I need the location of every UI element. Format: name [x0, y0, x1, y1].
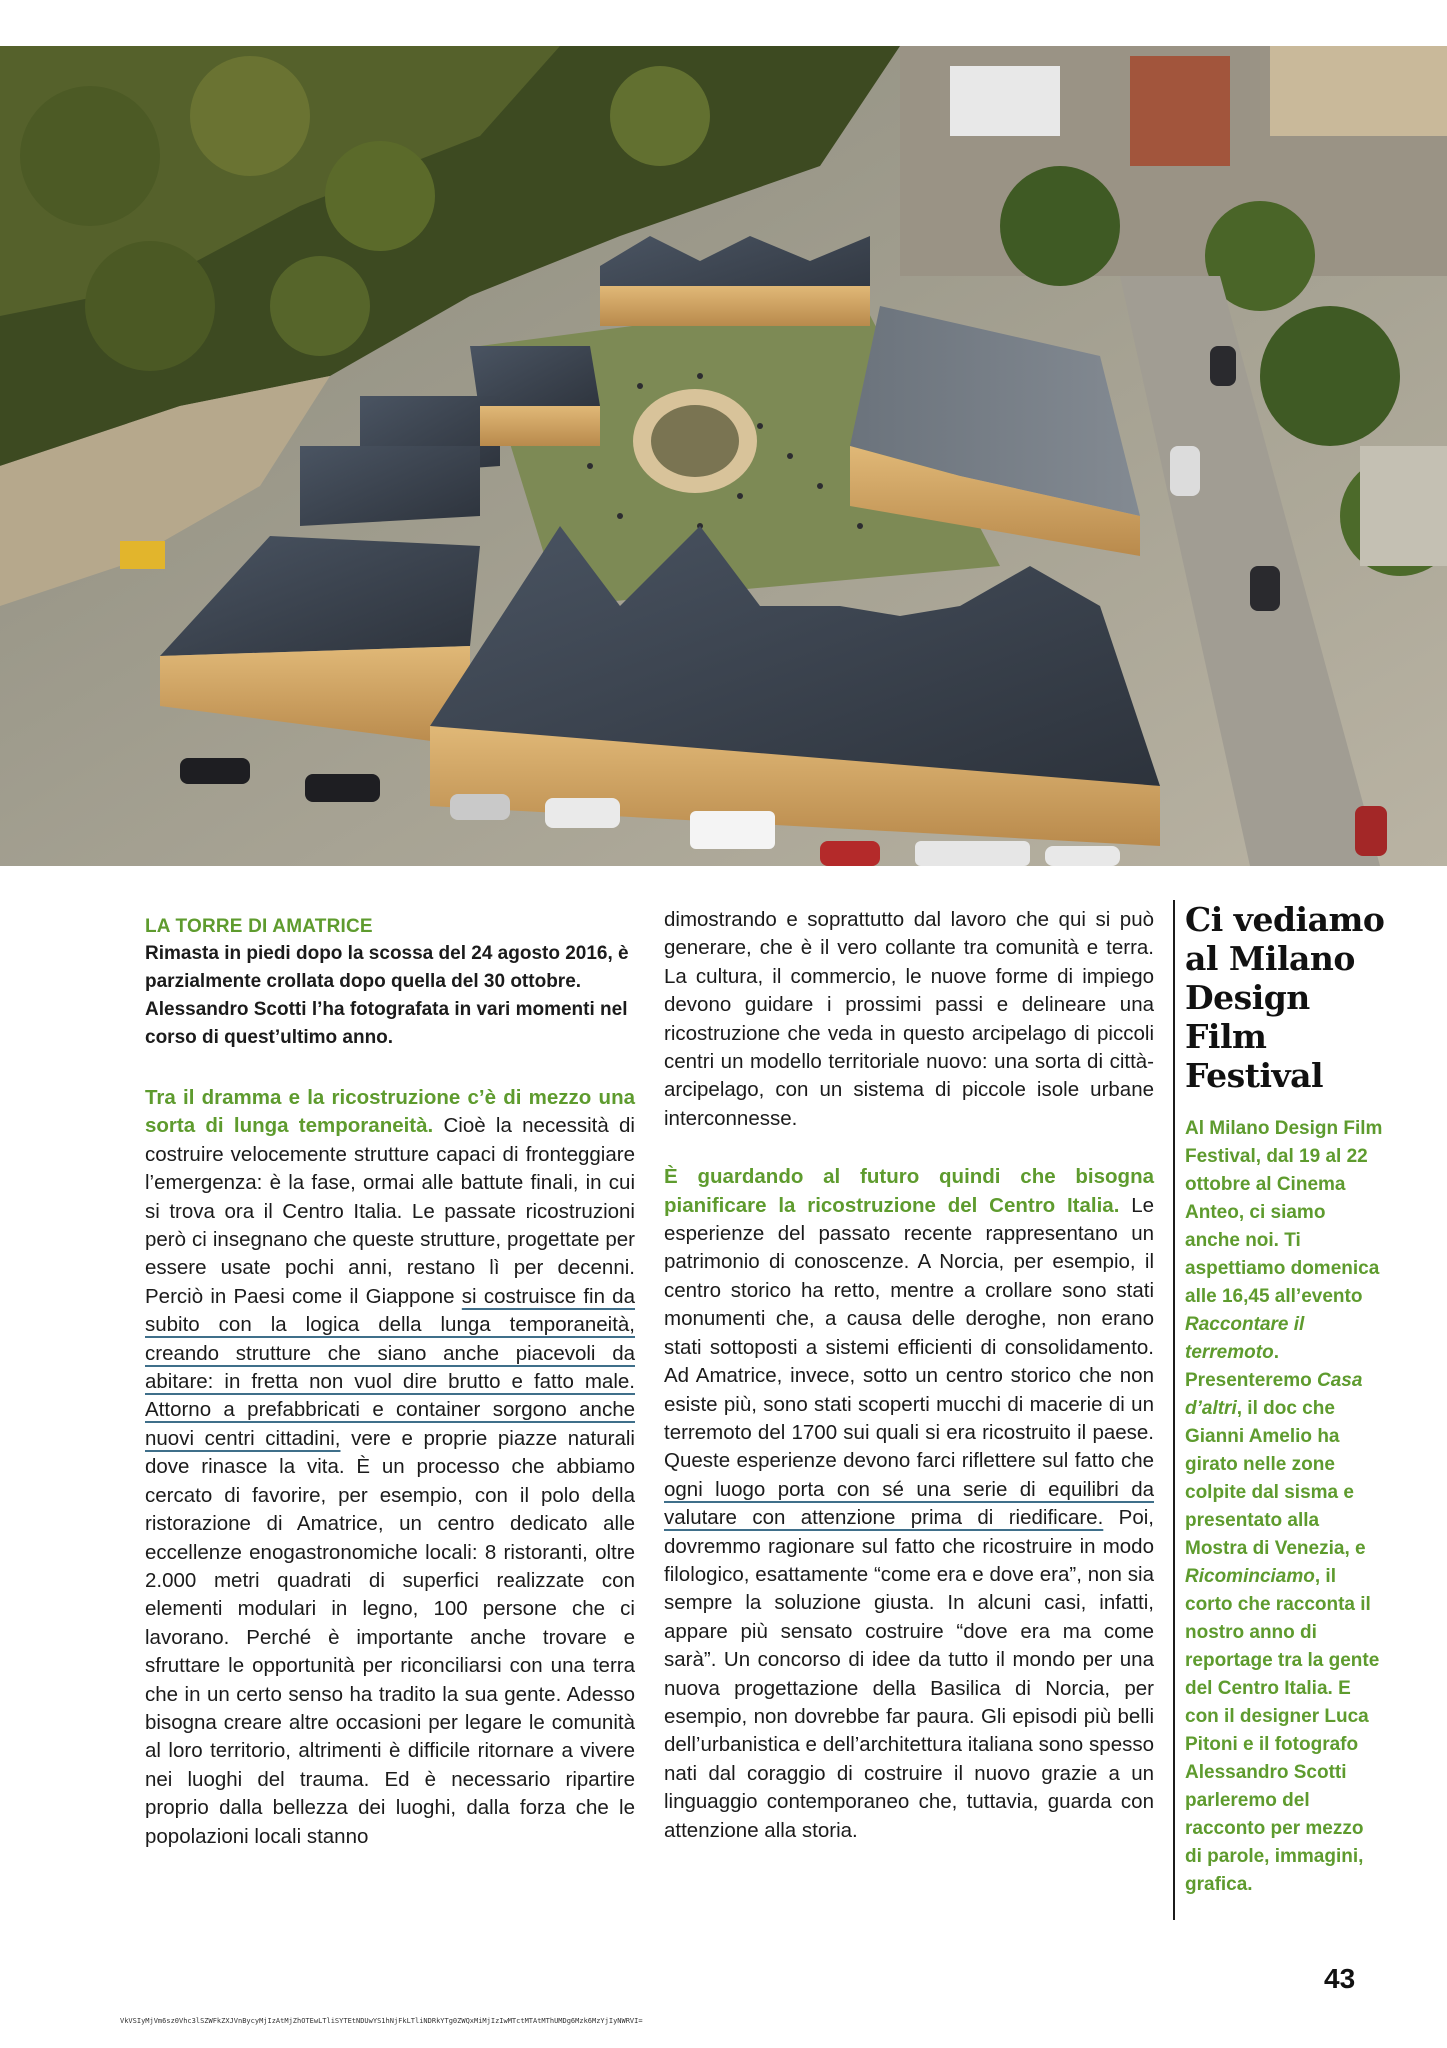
article-paragraph-1 [145, 1084, 635, 1851]
sidebar-text-part: Al Milano Design Film Festival, dal 19 al 22 ottobre al Cinema Anteo, ci siamo anche noi. Ti aspettiamo domenica alle 16,45 all’evento [1185, 1118, 1383, 1307]
documentary-title: Casa d’altri [1185, 1370, 1363, 1419]
sidebar-title: Ci vediamo al Milano Design Film Festival [1185, 900, 1385, 1095]
article-lead-1: Tra il dramma e la ricostruzione c’è di mezzo una sorta di lunga temporaneità. [145, 1086, 635, 1138]
aerial-photo [0, 46, 1447, 866]
tracking-code: VkVSIyMjVm6sz0Vhc3lSZWFkZXJVnBycyMjIzAtMjZhOTEwLTliSYTEtNDUwYS1hNjFkLTliNDRkYTg0ZWQxMiMjIzIwMTctMTAtMThUMDg6Mzk6MzYjIyNWRVI= [120, 2017, 643, 2025]
caption-title: LA TORRE DI AMATRICE [145, 916, 373, 937]
sidebar-text-part: , il corto che racconta il nostro anno di reportage tra la gente del Centro Italia. E con il designer Luca Pitoni e il fotografo Alessandro Scotti parleremo del racconto per mezzo di parole, immagini, grafica. [1185, 1566, 1380, 1895]
short-film-title: Ricominciamo [1185, 1566, 1315, 1587]
sidebar-text [1185, 1115, 1385, 1899]
article-paragraph-3 [664, 1163, 1154, 1845]
page-number: 43 [1324, 1963, 1356, 1994]
highlight-quote: si costruisce fin da subito con la logica della lunga temporaneità, creando strutture che siano anche piacevoli da abitare: in fretta non vuol dire brutto e fatto male. Attorno a prefabbricati e container sorgono anche nuovi centri cittadini, [145, 1284, 635, 1450]
article-text: vere e proprie piazze naturali dove rinasce la vita. È un processo che abbiamo cercato di favorire, per esempio, con il polo della ristorazione di Amatrice, un centro dedicato alle eccellenze enogastronomiche locali: 8 ristoranti, oltre 2.000 metri quadrati di superfici realizzate con elementi modulari in legno, 100 persone che ci lavorano. Perché è importante anche trovare e sfruttare le opportunità per riconciliarsi con una terra che in un certo senso ha tradito la sua gente. Adesso bisogna creare altre occasioni per legare le comunità al loro territorio, altrimenti è difficile ritornare a vivere nei luoghi del trauma. Ed è necessario ripartire proprio dalla bellezza dei luoghi, dalla forza che le popolazioni locali stanno [145, 1426, 635, 1848]
sidebar-text-part: . Presenteremo [1185, 1342, 1318, 1391]
article-lead-2: È guardando al futuro quindi che bisogna pianificare la ricostruzione del Centro Italia. [664, 1165, 1154, 1217]
aerial-photo-icon [0, 46, 1447, 866]
article-text: Cioè la necessità di costruire velocemente strutture capaci di fronteggiare l’emergenza: è la fase, ormai alle battute finali, in cui si trova ora il Centro Italia. Le passate ricostruzioni però ci insegnano che queste strutture, progettate per essere usate pochi anni, restano lì per decenni. Perciò in Paesi come il Giappone [145, 1114, 635, 1308]
sidebar-text-part: , il doc che Gianni Amelio ha girato nelle zone colpite dal sisma e presentato alla Mostra di Venezia, e [1185, 1398, 1366, 1559]
article-text: Poi, dovremmo ragionare sul fatto che ricostruire in modo filologico, esattamente “come era e dove era”, non sia sempre la soluzione giusta. In alcuni casi, infatti, appare più sensato costruire “dove era ma come sarà”. Un concorso di idee da tutto il mondo per una nuova progettazione della Basilica di Norcia, per esempio, non dovrebbe far paura. Gli episodi più belli dell’urbanistica e dell’architettura italiana sono spesso nati dal coraggio di costruire il nuovo grazie a un linguaggio contemporaneo che, tuttavia, guarda con attenzione alla storia. [664, 1506, 1154, 1842]
article-paragraph-2: dimostrando e soprattutto dal lavoro che qui si può generare, che è il vero collante tra comunità e terra. La cultura, il commercio, le nuove forme di impiego devono guidare i prossimi passi e delineare una ricostruzione che veda in questo arcipelago di piccoli centri un modello territoriale nuovo: una sorta di città-arcipelago, con un sistema di piccole isole urbane interconnesse. [664, 908, 1154, 1130]
column-middle [664, 906, 1154, 1845]
event-title: Raccontare il terremoto [1185, 1314, 1305, 1363]
article-text: Le esperienze del passato recente rappresentano un patrimonio di conoscenze. A Norcia, per esempio, il centro storico ha retto, mentre a crollare sono stati monumenti che, a causa delle deroghe, non erano stati sottoposti a sistemi efficienti di consolidamento. Ad Amatrice, invece, sotto un centro storico che non esiste più, sono stati scoperti mucchi di macerie di un terremoto del 1700 sui quali si era ricostruito il paese. Queste esperienze devono farci riflettere sul fatto che [664, 1193, 1155, 1473]
caption-text: Rimasta in piedi dopo la scossa del 24 agosto 2016, è parzialmente crollata dopo quella del 30 ottobre. Alessandro Scotti l’ha fotografata in vari momenti nel corso di quest’ultimo anno. [145, 943, 629, 1048]
sidebar-box [1173, 900, 1385, 1920]
highlight-quote: ogni luogo porta con sé una serie di equilibri da valutare con attenzione prima di riedificare. [664, 1477, 1154, 1530]
column-left [145, 904, 635, 1851]
